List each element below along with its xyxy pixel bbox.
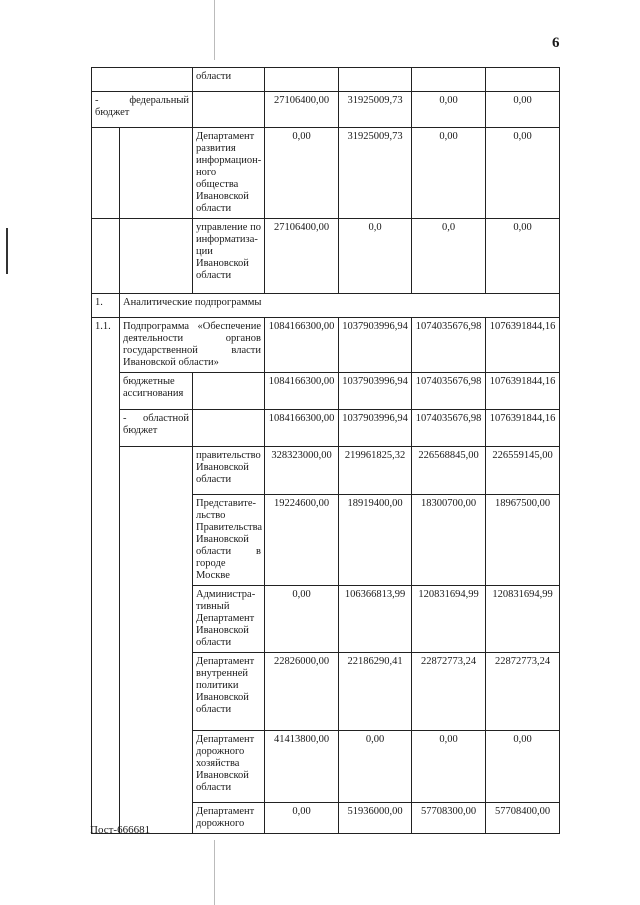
value-cell: 31925009,73	[339, 128, 412, 219]
value-cell: 27106400,00	[265, 92, 339, 128]
value-cell	[265, 68, 339, 92]
dash-prefix: -	[123, 413, 127, 424]
dept-cell: Представите-льство Правительства Ивановской области в городе Москве	[193, 495, 265, 586]
section-number: 1.	[92, 294, 120, 318]
value-cell: 0,00	[486, 128, 560, 219]
value-cell: 27106400,00	[265, 219, 339, 294]
value-cell: 1074035676,98	[412, 410, 486, 447]
value-cell: 18967500,00	[486, 495, 560, 586]
value-cell	[486, 68, 560, 92]
value-cell: 22186290,41	[339, 653, 412, 731]
empty-cell	[120, 219, 193, 294]
value-cell: 22826000,00	[265, 653, 339, 731]
value-cell: 1037903996,94	[339, 373, 412, 410]
dept-cell: Администра-тивный Департамент Ивановской области	[193, 586, 265, 653]
budget-table	[91, 67, 560, 834]
dept-cell: Департамент дорожного хозяйства Ивановской области	[193, 731, 265, 803]
section-row	[92, 294, 560, 318]
budget-source-cell	[120, 410, 193, 447]
scan-fold-line	[214, 0, 215, 60]
budget-source-cell	[92, 92, 193, 128]
table-row	[92, 447, 560, 495]
empty-cell	[92, 128, 120, 219]
value-cell: 57708300,00	[412, 803, 486, 834]
value-cell: 106366813,99	[339, 586, 412, 653]
subprogram-number: 1.1.	[92, 318, 120, 834]
empty-cell	[92, 68, 193, 92]
value-cell: 0,00	[486, 219, 560, 294]
table-row	[92, 219, 560, 294]
table-row	[92, 92, 560, 128]
value-cell: 328323000,00	[265, 447, 339, 495]
value-cell	[412, 68, 486, 92]
value-cell: 1084166300,00	[265, 373, 339, 410]
value-cell: 0,00	[412, 92, 486, 128]
empty-cell	[193, 373, 265, 410]
value-cell: 0,00	[412, 128, 486, 219]
document-code: Пост-666681	[90, 824, 151, 836]
value-cell: 0,00	[339, 731, 412, 803]
table-row	[92, 373, 560, 410]
budget-label-rest: бюджет	[95, 107, 130, 118]
value-cell: 1076391844,16	[486, 373, 560, 410]
value-cell: 22872773,24	[486, 653, 560, 731]
value-cell: 1074035676,98	[412, 373, 486, 410]
value-cell: 226568845,00	[412, 447, 486, 495]
value-cell: 0,0	[339, 219, 412, 294]
value-cell: 0,00	[412, 731, 486, 803]
value-cell: 0,00	[486, 731, 560, 803]
dept-cell: Департамент внутренней политики Ивановской области	[193, 653, 265, 731]
value-cell: 18300700,00	[412, 495, 486, 586]
value-cell: 1074035676,98	[412, 318, 486, 373]
empty-cell	[92, 219, 120, 294]
section-title: Аналитические подпрограммы	[120, 294, 560, 318]
margin-scan-mark	[6, 228, 8, 274]
value-cell: 120831694,99	[412, 586, 486, 653]
dept-cell: Департамент развития информацион-ного общества Ивановской области	[193, 128, 265, 219]
table-row	[92, 128, 560, 219]
subprogram-row	[92, 318, 560, 373]
value-cell: 51936000,00	[339, 803, 412, 834]
table-row	[92, 410, 560, 447]
value-cell	[339, 68, 412, 92]
empty-cell	[120, 447, 193, 834]
scan-fold-line	[214, 840, 215, 905]
budget-label-word: федеральный	[129, 95, 189, 106]
value-cell: 0,0	[412, 219, 486, 294]
dept-cell: управление по информатиза-ции Ивановской области	[193, 219, 265, 294]
value-cell: 31925009,73	[339, 92, 412, 128]
value-cell: 0,00	[265, 586, 339, 653]
value-cell: 120831694,99	[486, 586, 560, 653]
budget-label-word: областной	[143, 413, 189, 424]
empty-cell	[193, 410, 265, 447]
value-cell: 1084166300,00	[265, 410, 339, 447]
value-cell: 1076391844,16	[486, 318, 560, 373]
dept-cell: Департамент дорожного	[193, 803, 265, 834]
value-cell: 1037903996,94	[339, 318, 412, 373]
budget-label-rest: бюджет	[123, 425, 158, 436]
table-row	[92, 68, 560, 92]
value-cell: 226559145,00	[486, 447, 560, 495]
value-cell: 41413800,00	[265, 731, 339, 803]
dept-cell: правительство Ивановской области	[193, 447, 265, 495]
dash-prefix: -	[95, 95, 99, 106]
page-number: 6	[552, 35, 560, 51]
empty-cell	[120, 128, 193, 219]
value-cell: 1084166300,00	[265, 318, 339, 373]
subprogram-title: Подпрограмма «Обеспечение деятельности органов государственной власти Ивановской области»	[120, 318, 265, 373]
empty-cell	[193, 92, 265, 128]
value-cell: 57708400,00	[486, 803, 560, 834]
budget-allocations-label: бюджетные ассигнования	[120, 373, 193, 410]
value-cell: 0,00	[265, 803, 339, 834]
value-cell: 1037903996,94	[339, 410, 412, 447]
value-cell: 19224600,00	[265, 495, 339, 586]
value-cell: 0,00	[486, 92, 560, 128]
value-cell: 22872773,24	[412, 653, 486, 731]
dept-cell: области	[193, 68, 265, 92]
value-cell: 219961825,32	[339, 447, 412, 495]
value-cell: 0,00	[265, 128, 339, 219]
value-cell: 18919400,00	[339, 495, 412, 586]
value-cell: 1076391844,16	[486, 410, 560, 447]
